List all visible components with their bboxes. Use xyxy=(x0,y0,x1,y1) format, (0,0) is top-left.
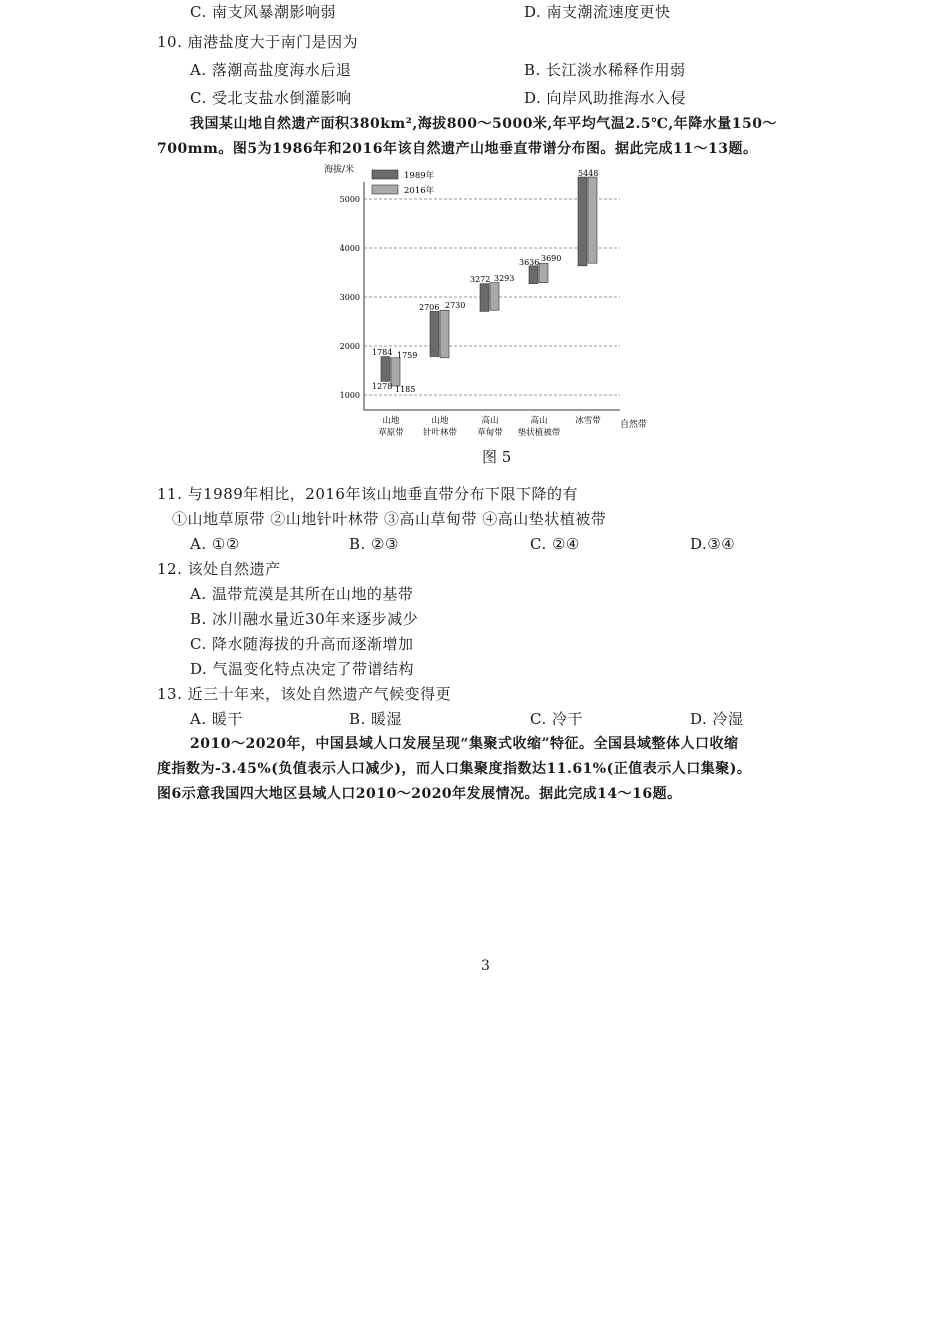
bar-1989-1 xyxy=(381,357,390,382)
label-b4-top-1989: 3636 xyxy=(519,258,540,267)
q9-option-c: C. 南支风暴潮影响弱 xyxy=(190,3,336,21)
q12-option-a: A. 温带荒漠是其所在山地的基带 xyxy=(190,585,414,603)
figure-5-chart xyxy=(320,160,660,445)
x-category-label: 草原带 xyxy=(378,428,404,438)
q9-option-d: D. 南支潮流速度更快 xyxy=(524,3,671,21)
q11-option-c: C. ②④ xyxy=(530,535,580,553)
label-b3-top-2016: 3293 xyxy=(494,274,515,283)
legend-label-2016: 2016年 xyxy=(404,186,435,196)
x-category-label: 冰雪带 xyxy=(575,416,601,426)
y-tick-label: 5000 xyxy=(339,195,360,204)
q10-stem: 10. 庙港盐度大于南门是因为 xyxy=(157,33,359,51)
x-category-label: 山地 xyxy=(382,416,400,426)
bar-2016-4 xyxy=(539,263,548,282)
q13-stem: 13. 近三十年来，该处自然遗产气候变得更 xyxy=(157,685,452,703)
bar-1989-3 xyxy=(480,284,489,312)
label-b3-top-1989: 3272 xyxy=(470,275,491,284)
y-tick-label: 4000 xyxy=(339,244,360,253)
q11-option-a: A. ①② xyxy=(190,535,240,553)
y-axis-label: 海拔/米 xyxy=(324,165,355,175)
q12-option-d: D. 气温变化特点决定了带谱结构 xyxy=(190,660,415,678)
q10-option-c: C. 受北支盐水倒灌影响 xyxy=(190,89,352,107)
q10-option-b: B. 长江淡水稀释作用弱 xyxy=(524,61,686,79)
bar-1989-2 xyxy=(430,311,439,356)
x-category-label: 高山 xyxy=(481,416,499,426)
q12-stem: 12. 该处自然遗产 xyxy=(157,560,281,578)
y-tick-label: 2000 xyxy=(339,342,360,351)
q13-option-a: A. 暖干 xyxy=(190,710,243,728)
label-b1-bot-1989: 1278 xyxy=(372,382,393,391)
q11-option-d: D.③④ xyxy=(690,535,736,553)
intro-11-13-line1: 我国某山地自然遗产面积380km²,海拔800～5000米,年平均气温2.5℃,年降水量150～ xyxy=(190,116,778,132)
bar-2016-5 xyxy=(588,177,597,263)
bar-2016-3 xyxy=(490,283,499,311)
label-b4-top-2016: 3690 xyxy=(541,254,562,263)
bar-1989-5 xyxy=(578,177,587,266)
label-b1-top-2016: 1759 xyxy=(397,351,418,360)
q11-items: ①山地草原带 ②山地针叶林带 ③高山草甸带 ④高山垫状植被带 xyxy=(172,510,607,528)
q10-option-d: D. 向岸风助推海水入侵 xyxy=(524,89,687,107)
x-category-label: 高山 xyxy=(530,416,548,426)
label-b2-top-2016: 2730 xyxy=(445,301,466,310)
legend-label-1989: 1989年 xyxy=(404,171,435,181)
q13-option-d: D. 冷湿 xyxy=(690,710,744,728)
bar-2016-2 xyxy=(440,310,449,358)
figure-5-caption: 图 5 xyxy=(482,448,512,466)
q11-stem: 11. 与1989年相比，2016年该山地垂直带分布下限下降的有 xyxy=(157,485,578,503)
q13-option-b: B. 暖湿 xyxy=(349,710,403,728)
x-axis-label: 自然带 xyxy=(620,420,648,430)
legend-swatch-2016 xyxy=(372,185,398,194)
q10-option-a: A. 落潮高盐度海水后退 xyxy=(190,61,352,79)
intro-14-16-line2: 度指数为-3.45%(负值表示人口减少)，而人口集聚度指数达11.61%(正值表示人口集聚)。 xyxy=(157,761,752,777)
x-category-label: 草甸带 xyxy=(477,428,503,438)
y-tick-label: 3000 xyxy=(339,293,360,302)
legend-swatch-1989 xyxy=(372,170,398,179)
y-tick-label: 1000 xyxy=(339,391,360,400)
page-number: 3 xyxy=(481,958,490,974)
label-b1-bot-2016: 1185 xyxy=(395,385,416,394)
label-b2-top-1989: 2706 xyxy=(419,303,440,312)
q13-option-c: C. 冷干 xyxy=(530,710,583,728)
q11-option-b: B. ②③ xyxy=(349,535,399,553)
label-b1-top-1989: 1784 xyxy=(372,348,393,357)
x-category-label: 山地 xyxy=(431,416,449,426)
intro-11-13-line2: 700mm。图5为1986年和2016年该自然遗产山地垂直带谱分布图。据此完成11～13题。 xyxy=(157,141,758,157)
q12-option-c: C. 降水随海拔的升高而逐渐增加 xyxy=(190,635,414,653)
bar-1989-4 xyxy=(529,266,538,284)
q12-option-b: B. 冰川融水量近30年来逐步减少 xyxy=(190,610,419,628)
intro-14-16-line3: 图6示意我国四大地区县域人口2010～2020年发展情况。据此完成14～16题。 xyxy=(157,786,682,802)
intro-14-16-line1: 2010～2020年，中国县域人口发展呈现“集聚式收缩”特征。全国县域整体人口收缩 xyxy=(190,736,739,752)
x-category-label: 垫状植被带 xyxy=(517,428,561,438)
label-b5-top: 5448 xyxy=(578,169,599,178)
x-category-label: 针叶林带 xyxy=(422,428,458,438)
